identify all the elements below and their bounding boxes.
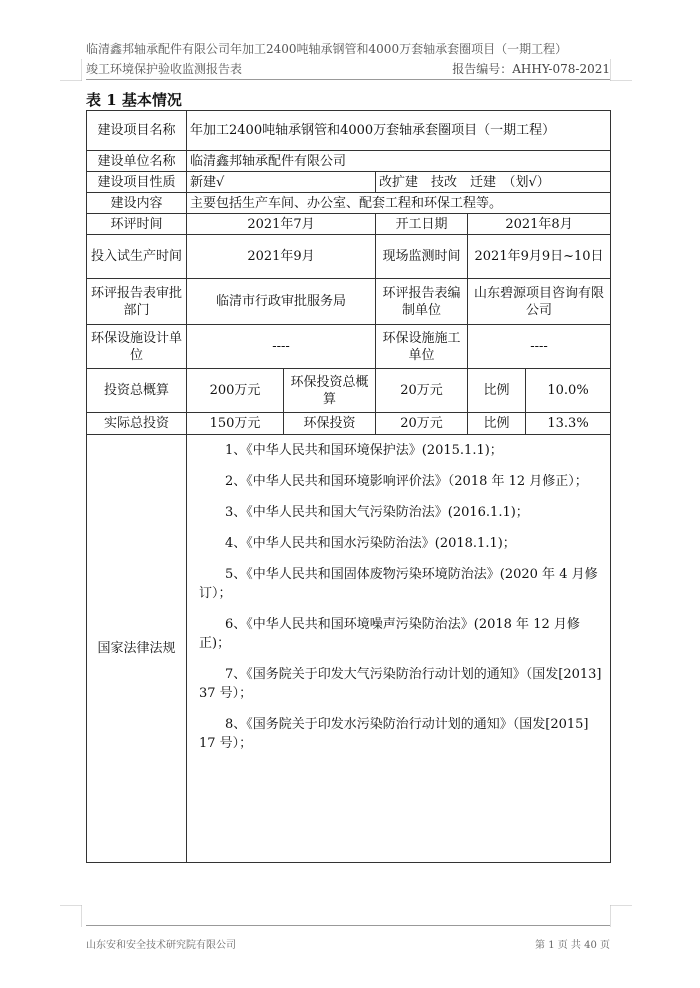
cell-value: 山东碧源项目咨询有限公司 (468, 279, 611, 325)
page-number: 第 1 页 共 40 页 (535, 940, 610, 951)
cell-value: 13.3% (526, 413, 611, 435)
table-row (87, 435, 611, 863)
table-row (87, 172, 611, 193)
table-row (87, 214, 611, 235)
table-row (87, 369, 611, 413)
crop-mark-bottom-left (56, 905, 82, 931)
list-item: 1、《中华人民共和国环境保护法》(2015.1.1)； (225, 443, 503, 458)
cell-value: 20万元 (376, 369, 468, 413)
cell-label: 建设内容 (87, 193, 187, 214)
list-item: 4、《中华人民共和国水污染防治法》(2018.1.1)； (225, 536, 516, 551)
cell-label: 实际总投资 (87, 413, 187, 435)
cell-label: 环评报告表审批部门 (87, 279, 187, 325)
cell-label: 比例 (468, 369, 526, 413)
cell-value: 新建√ (187, 172, 376, 193)
list-item: 6、《中华人民共和国环境噪声污染防治法》(2018 年 12 月修正)； (199, 617, 580, 651)
cell-label: 建设项目性质 (87, 172, 187, 193)
cell-value: ---- (468, 325, 611, 369)
table-row (87, 235, 611, 279)
cell-value: 20万元 (376, 413, 468, 435)
header-rule (86, 79, 610, 80)
cell-label: 建设单位名称 (87, 151, 187, 172)
cell-value: 主要包括生产车间、办公室、配套工程和环保工程等。 (187, 193, 611, 214)
cell-label: 环保投资总概算 (284, 369, 376, 413)
cell-label: 投入试生产时间 (87, 235, 187, 279)
list-item: 3、《中华人民共和国大气污染防治法》(2016.1.1)； (225, 505, 529, 520)
cell-value: 临清市行政审批服务局 (187, 279, 376, 325)
cell-value: 10.0% (526, 369, 611, 413)
header-project-title: 临清鑫邦轴承配件有限公司年加工2400吨轴承钢管和4000万套轴承套圈项目（一期工程） (86, 42, 568, 56)
cell-label: 国家法律法规 (87, 435, 187, 863)
crop-mark-top-right (610, 55, 636, 81)
table-row (87, 279, 611, 325)
cell-value: 年加工2400吨轴承钢管和4000万套轴承套圈项目（一期工程） (187, 111, 611, 151)
list-item: 5、《中华人民共和国固体废物污染环境防治法》(2020 年 4 月修订）； (199, 567, 598, 601)
cell-value: 150万元 (187, 413, 284, 435)
cell-value: 2021年9月9日~10日 (468, 235, 611, 279)
footer-rule (86, 925, 610, 926)
cell-label: 建设项目名称 (87, 111, 187, 151)
cell-label: 投资总概算 (87, 369, 187, 413)
list-item: 8、《国务院关于印发水污染防治行动计划的通知》（国发[2015] 17 号）； (199, 717, 589, 751)
cell-value: 2021年7月 (187, 214, 376, 235)
cell-value: ---- (187, 325, 376, 369)
table-row (87, 111, 611, 151)
cell-label: 开工日期 (376, 214, 468, 235)
table-title: 表 1 基本情况 (86, 91, 182, 109)
cell-label: 现场监测时间 (376, 235, 468, 279)
laws-list (187, 435, 611, 863)
cell-value: 200万元 (187, 369, 284, 413)
report-number: 报告编号：AHHY-078-2021 (452, 62, 610, 76)
header-report-type: 竣工环境保护验收监测报告表 (86, 62, 243, 76)
cell-label: 环保投资 (284, 413, 376, 435)
cell-label: 环保设施施工单位 (376, 325, 468, 369)
table-row (87, 193, 611, 214)
crop-mark-bottom-right (610, 905, 636, 931)
table-row (87, 325, 611, 369)
header-report-title (86, 60, 610, 77)
crop-mark-top-left (56, 55, 82, 81)
cell-value: 改扩建 技改 迁建 （划√） (376, 172, 611, 193)
cell-label: 环评报告表编制单位 (376, 279, 468, 325)
list-item: 7、《国务院关于印发大气污染防治行动计划的通知》（国发[2013] 37 号）； (199, 667, 602, 701)
cell-value: 2021年9月 (187, 235, 376, 279)
footer-organization: 山东安和安全技术研究院有限公司 (86, 940, 236, 951)
list-item: 2、《中华人民共和国环境影响评价法》（2018 年 12 月修正）； (225, 474, 588, 489)
basic-info-table (86, 110, 611, 863)
cell-label: 环保设施设计单位 (87, 325, 187, 369)
cell-value: 2021年8月 (468, 214, 611, 235)
cell-label: 比例 (468, 413, 526, 435)
cell-value: 临清鑫邦轴承配件有限公司 (187, 151, 611, 172)
cell-label: 环评时间 (87, 214, 187, 235)
table-row (87, 413, 611, 435)
table-row (87, 151, 611, 172)
